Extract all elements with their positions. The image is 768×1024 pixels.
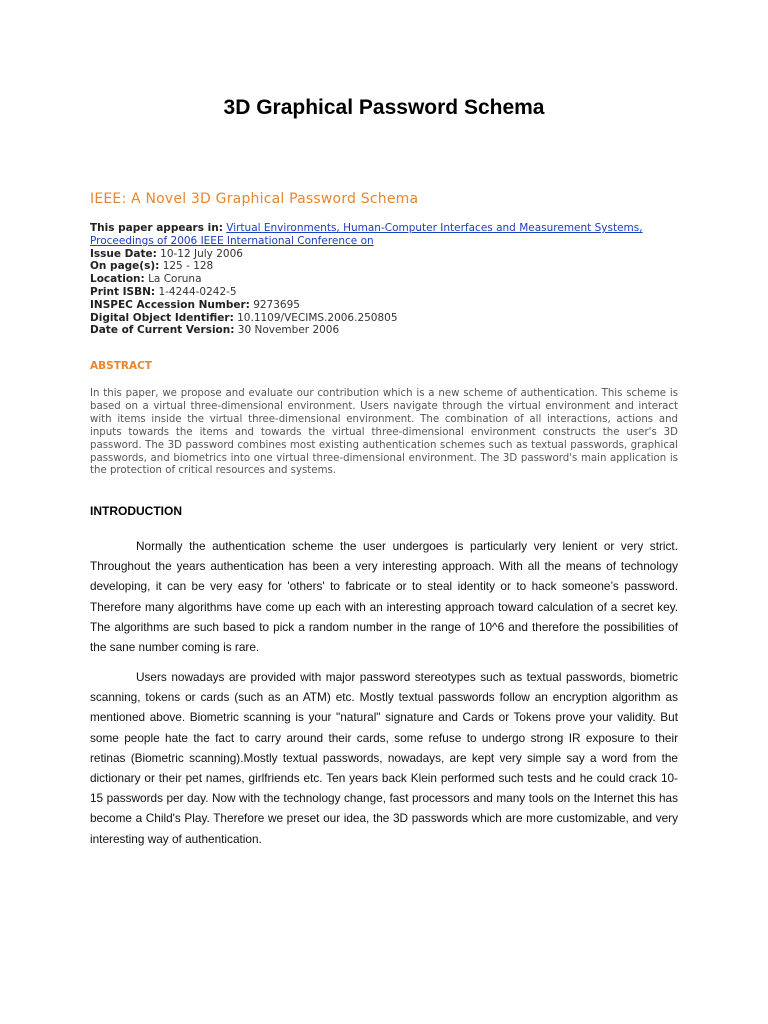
isbn-label: Print ISBN: — [90, 285, 156, 298]
ieee-heading: IEEE: A Novel 3D Graphical Password Schema — [90, 191, 419, 207]
inspec-row — [90, 299, 650, 312]
pages-row — [90, 260, 650, 273]
publication-metadata — [90, 222, 650, 337]
isbn-row — [90, 286, 650, 299]
doi-value: 10.1109/VECIMS.2006.250805 — [237, 311, 398, 324]
appears-in-row — [90, 222, 650, 235]
isbn-value: 1-4244-0242-5 — [158, 285, 237, 298]
inspec-label: INSPEC Accession Number: — [90, 298, 250, 311]
introduction-paragraph-2: Users nowadays are provided with major password stereotypes such as textual passwords, biometric scanning, tokens or cards (such as an ATM) etc. Mostly textual passwords follow an encryption algorithm as mentioned above. Biometric scanning is your "natural" signature and Cards or Tokens prove your validity. But some people hate the fact to carry around their cards, some refuse to undergo strong IR exposure to their retinas (Biometric scanning).Mostly textual passwords, nowadays, are kept very simple say a word from the dictionary or their pet names, girlfriends etc. Ten years back Klein performed such tests and he could crack 10-15 passwords per day. Now with the technology change, fast processors and many tools on the Internet this has become a Child's Play. Therefore we preset our idea, the 3D passwords which are more customizable, and very interesting way of authentication. — [90, 670, 678, 846]
issue-date-value: 10-12 July 2006 — [160, 247, 243, 260]
page-title: 3D Graphical Password Schema — [223, 96, 545, 119]
location-value: La Coruna — [148, 273, 202, 286]
abstract-text: In this paper, we propose and evaluate our contribution which is a new scheme of authentication. This scheme is based on a virtual three-dimensional environment. Users navigate through the virtual environment and interact with items inside the virtual three-dimensional environment. The combination of all interactions, actions and inputs towards the items and towards the virtual three-dimensional environment constructs the user's 3D password. The 3D password combines most existing authentication schemes such as textual passwords, graphical passwords, and biometrics into one virtual three-dimensional environment. The 3D password's main application is the protection of critical resources and systems. — [90, 388, 678, 477]
conference-link-continued[interactable]: Proceedings of 2006 IEEE International Conference on — [90, 234, 374, 247]
current-version-label: Date of Current Version: — [90, 324, 235, 337]
issue-date-row — [90, 248, 650, 261]
location-label: Location: — [90, 273, 145, 286]
introduction-paragraph-1: Normally the authentication scheme the user undergoes is particularly very lenient or very strict. Throughout the years authentication has been a very interesting approach. With all the means of technology developing, it can be very easy for 'others' to fabricate or to steal identity or to hack someone’s password. Therefore many algorithms have come up each with an interesting approach toward calculation of a secret key. The algorithms are such based to pick a random number in the range of 10^6 and therefore the possibilities of the sane number coming is rare. — [90, 539, 678, 655]
current-version-row — [90, 324, 650, 337]
pages-value: 125 - 128 — [162, 260, 214, 273]
inspec-value: 9273695 — [253, 298, 300, 311]
introduction-heading: INTRODUCTION — [90, 504, 182, 518]
issue-date-label: Issue Date: — [90, 247, 157, 260]
doi-label: Digital Object Identifier: — [90, 311, 234, 324]
current-version-value: 30 November 2006 — [237, 324, 340, 337]
appears-in-row-continued — [90, 235, 650, 248]
abstract-heading: ABSTRACT — [90, 360, 152, 372]
appears-in-label: This paper appears in: — [90, 222, 223, 234]
location-row — [90, 273, 650, 286]
conference-link[interactable]: Virtual Environments, Human-Computer Interfaces and Measurement Systems, — [226, 222, 643, 234]
doi-row — [90, 312, 650, 325]
pages-label: On page(s): — [90, 260, 160, 273]
